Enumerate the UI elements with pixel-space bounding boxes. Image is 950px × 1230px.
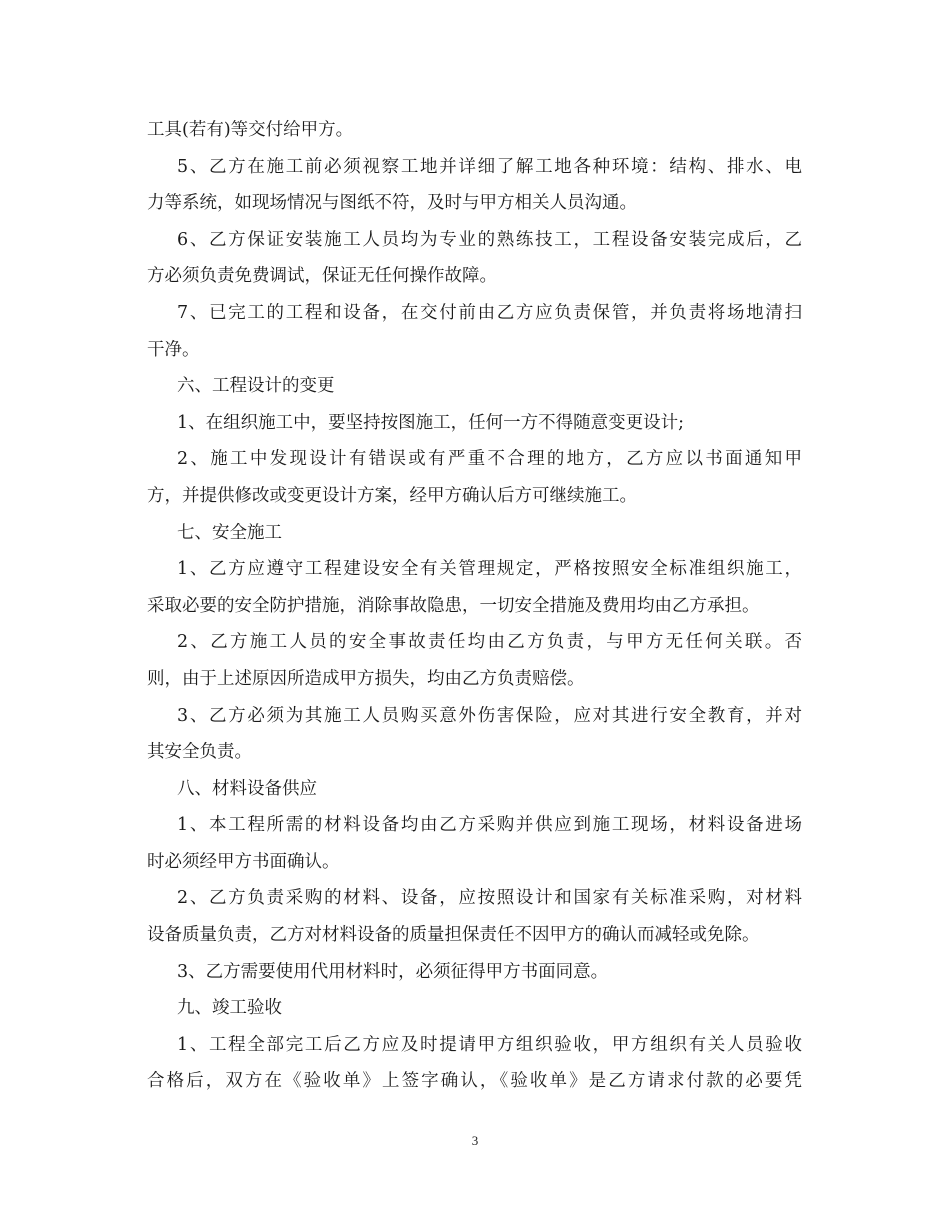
- text-line: 2、乙方施工人员的安全事故责任均由乙方负责，与甲方无任何关联。否: [177, 632, 802, 653]
- page-number: 3: [471, 1133, 479, 1148]
- text-line: 干净。: [147, 339, 200, 360]
- text-line: 1、乙方应遵守工程建设安全有关管理规定，严格按照安全标准组织施工，: [177, 559, 802, 580]
- text-line: 1、在组织施工中，要坚持按图施工，任何一方不得随意变更设计;: [177, 412, 685, 433]
- text-line: 采取必要的安全防护措施，消除事故隐患，一切安全措施及费用均由乙方承担。: [147, 595, 760, 616]
- text-line: 九、竣工验收: [177, 998, 282, 1019]
- text-line: 合格后，双方在《验收单》上签字确认，《验收单》是乙方请求付款的必要凭: [147, 1071, 802, 1092]
- text-line: 3、乙方需要使用代用材料时，必须征得甲方书面同意。: [177, 961, 609, 982]
- text-line: 其安全负责。: [147, 742, 252, 763]
- text-line: 六、工程设计的变更: [177, 376, 335, 397]
- text-line: 2、施工中发现设计有错误或有严重不合理的地方，乙方应以书面通知甲: [177, 449, 802, 470]
- text-line: 时必须经甲方书面确认。: [147, 851, 340, 872]
- text-line: 2、乙方负责采购的材料、设备，应按照设计和国家有关标准采购，对材料: [177, 888, 802, 909]
- text-line: 工具(若有)等交付给甲方。: [147, 120, 354, 140]
- text-line: 3、乙方必须为其施工人员购买意外伤害保险，应对其进行安全教育，并对: [177, 705, 802, 726]
- text-line: 方，并提供修改或变更设计方案，经甲方确认后方可继续施工。: [147, 485, 637, 506]
- text-line: 7、已完工的工程和设备，在交付前由乙方应负责保管，并负责将场地清扫: [177, 302, 802, 323]
- text-line: 设备质量负责，乙方对材料设备的质量担保责任不因甲方的确认而减轻或免除。: [147, 925, 760, 946]
- document-body: [147, 112, 802, 1100]
- text-line: 1、本工程所需的材料设备均由乙方采购并供应到施工现场，材料设备进场: [177, 815, 802, 836]
- text-line: 七、安全施工: [177, 522, 282, 543]
- text-line: 方必须负责免费调试，保证无任何操作故障。: [147, 266, 497, 287]
- text-line: 5、乙方在施工前必须视察工地并详细了解工地各种环境：结构、排水、电: [177, 156, 802, 177]
- text-line: 力等系统，如现场情况与图纸不符，及时与甲方相关人员沟通。: [147, 193, 637, 214]
- text-line: 6、乙方保证安装施工人员均为专业的熟练技工，工程设备安装完成后，乙: [177, 229, 802, 250]
- text-line: 八、材料设备供应: [177, 778, 317, 799]
- text-line: 则，由于上述原因所造成甲方损失，均由乙方负责赔偿。: [147, 668, 585, 689]
- text-line: 1、工程全部完工后乙方应及时提请甲方组织验收，甲方组织有关人员验收: [177, 1034, 802, 1055]
